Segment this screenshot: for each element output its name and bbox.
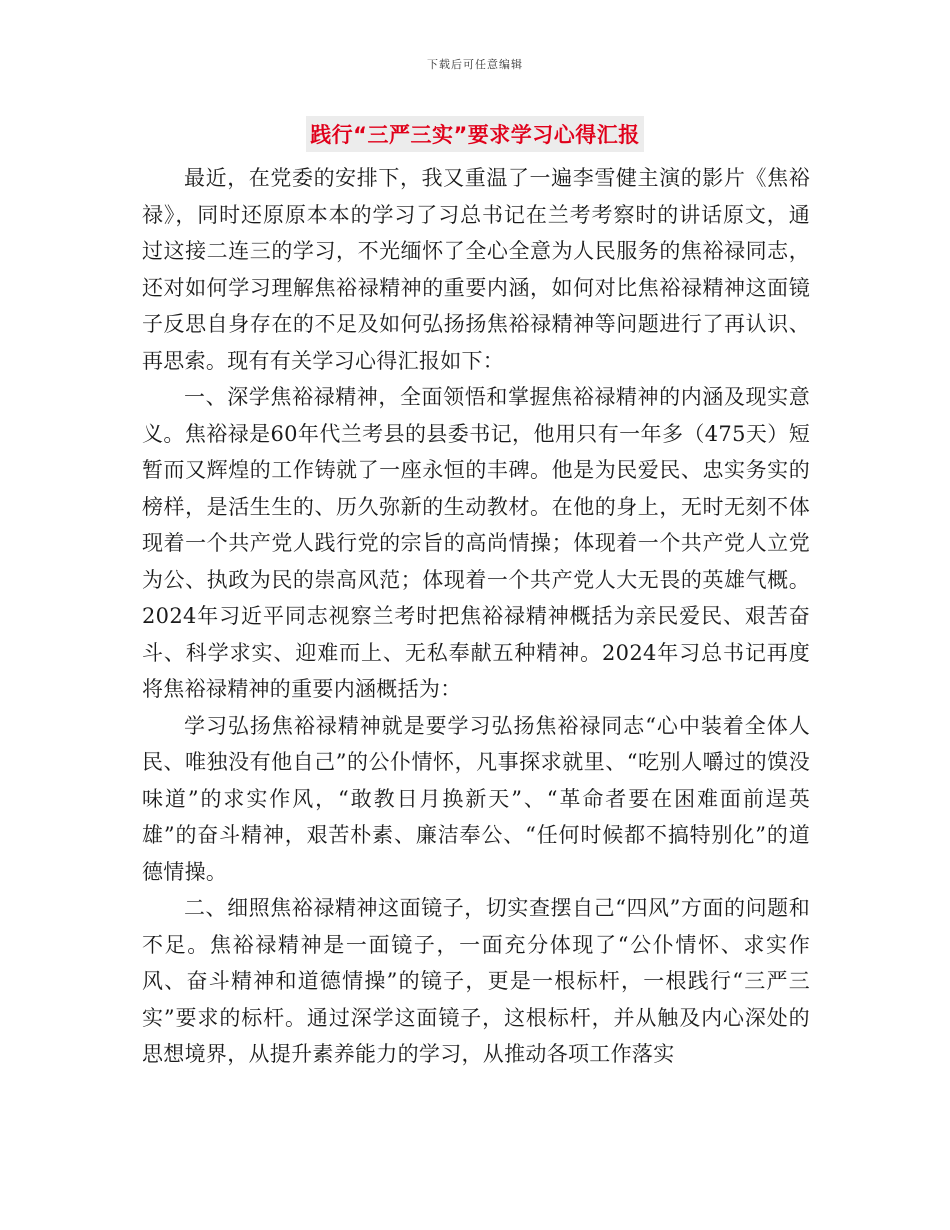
document-title: [0, 112, 950, 152]
paragraph-intro: 最近，在党委的安排下，我又重温了一遍李雪健主演的影片《焦裕禄》，同时还原原本本的学习了习总书记在兰考考察时的讲话原文，通过这接二连三的学习，不光缅怀了全心全意为人民服务的焦裕禄同志，还对如何学习理解焦裕禄精神的重要内涵，如何对比焦裕禄精神这面镜子反思自身存在的不足及如何弘扬扬焦裕禄精神等问题进行了再认识、再思索。现有有关学习心得汇报如下：: [142, 166, 810, 373]
paragraph-section-two: 二、细照焦裕禄精神这面镜子，切实查摆自己“四风”方面的问题和不足。焦裕禄精神是一面镜子，一面充分体现了“公仆情怀、求实作风、奋斗精神和道德情操”的镜子，更是一根标杆，一根践行“三严三实”要求的标杆。通过深学这面镜子，这根标杆，并从触及内心深处的思想境界，从提升素养能力的学习，从推动各项工作落实: [142, 896, 810, 1066]
paragraph-section-one: 一、深学焦裕禄精神，全面领悟和掌握焦裕禄精神的内涵及现实意义。焦裕禄是60年代兰考县的县委书记，他用只有一年多（475天）短暂而又辉煌的工作铸就了一座永恒的丰碑。他是为民爱民、忠实务实的榜样，是活生生的、历久弥新的生动教材。在他的身上，无时无刻不体现着一个共产党人践行党的宗旨的高尚情操；体现着一个共产党人立党为公、执政为民的崇高风范；体现着一个共产党人大无畏的英雄气概。2024年习近平同志视察兰考时把焦裕禄精神概括为亲民爱民、艰苦奋斗、科学求实、迎难而上、无私奉献五种精神。2024年习总书记再度将焦裕禄精神的重要内涵概括为：: [142, 385, 810, 701]
document-title-text: 践行“三严三实”要求学习心得汇报: [306, 116, 644, 152]
document-body: [142, 160, 810, 1073]
page-header-note: 下载后可任意编辑: [427, 58, 523, 71]
paragraph-quote: 学习弘扬焦裕禄精神就是要学习弘扬焦裕禄同志“心中装着全体人民、唯独没有他自己”的公仆情怀，凡事探求就里、“吃别人嚼过的馍没味道”的求实作风，“敢教日月换新天”、“革命者要在困难面前逞英雄”的奋斗精神，艰苦朴素、廉洁奉公、“任何时候都不搞特别化”的道德情操。: [142, 713, 810, 884]
